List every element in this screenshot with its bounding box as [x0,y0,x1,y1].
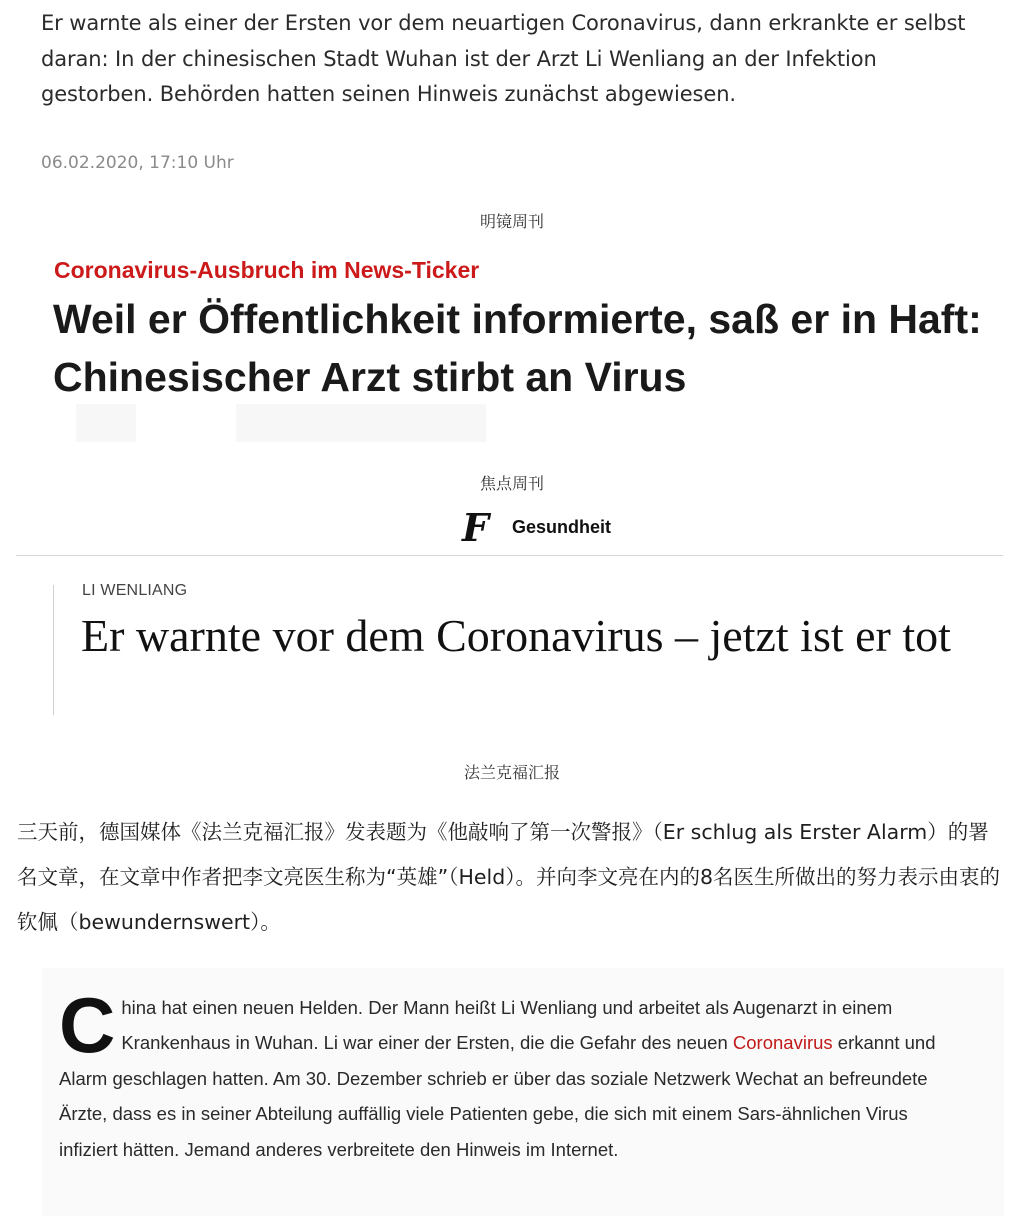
focus-headline: Weil er Öffentlichkeit informierte, saß er in Haft: Chinesischer Arzt stirbt an Virus [53,296,982,400]
excerpt-text-part2: erkannt und Alarm geschlagen hatten. Am 30. Dezember schrieb er über das soziale Netzwerk Wechat an befreundete Ärzte, dass es in seiner Abteilung auffällig viele Patienten gebe, die sich mit einem Sars-ähnlichen Virus infiziert hätten. Jemand anderes verbreitete den Hinweis im Internet. [59,1032,936,1160]
caption-spiegel: 明镜周刊 [479,212,544,231]
faz-kicker: LI WENLIANG [82,582,188,599]
spiegel-date: 06.02.2020, 17:10 Uhr [41,153,234,173]
excerpt-text-part1: hina hat einen neuen Helden. Der Mann heißt Li Wenliang und arbeitet als Augenarzt in einem Krankenhaus in Wuhan. Li war einer der Ersten, die die Gefahr des neuen [121,997,893,1054]
drop-cap: C [59,981,116,1069]
commentary-paragraph: 三天前，德国媒体《法兰克福汇报》发表题为《他敲响了第一次警报》（Er schlug als Erster Alarm）的署名文章，在文章中作者把李文亮医生称为“英雄”（Held）。并向李文亮在内的8名医生所做出的努力表示由衷的钦佩（bewundernswert）。 [17,820,1001,934]
faz-article-excerpt [0,968,1024,1216]
focus-kicker: Coronavirus-Ausbruch im News-Ticker [54,257,480,283]
spiegel-excerpt [0,0,1024,200]
coronavirus-link[interactable]: Coronavirus [732,1032,833,1054]
faz-logo-icon: F [462,505,489,550]
caption-faz: 法兰克福汇报 [463,763,560,782]
spiegel-lead-text: Er warnte als einer der Ersten vor dem neuartigen Coronavirus, dann erkrankte er selbst daran: In der chinesischen Stadt Wuhan ist der Arzt Li Wenliang an der Infektion gestorben. Behörden hatten seinen Hinweis zunächst abgewiesen. [41,11,966,106]
focus-image-placeholder [76,404,136,442]
excerpt-text [59,981,959,1167]
headline-accent-bar [53,585,54,715]
focus-image-placeholder [236,404,486,442]
faz-headline: Er warnte vor dem Coronavirus – jetzt ist er tot [81,610,951,661]
faz-section-label: Gesundheit [512,517,612,537]
divider [16,555,1003,556]
caption-focus: 焦点周刊 [479,474,544,493]
